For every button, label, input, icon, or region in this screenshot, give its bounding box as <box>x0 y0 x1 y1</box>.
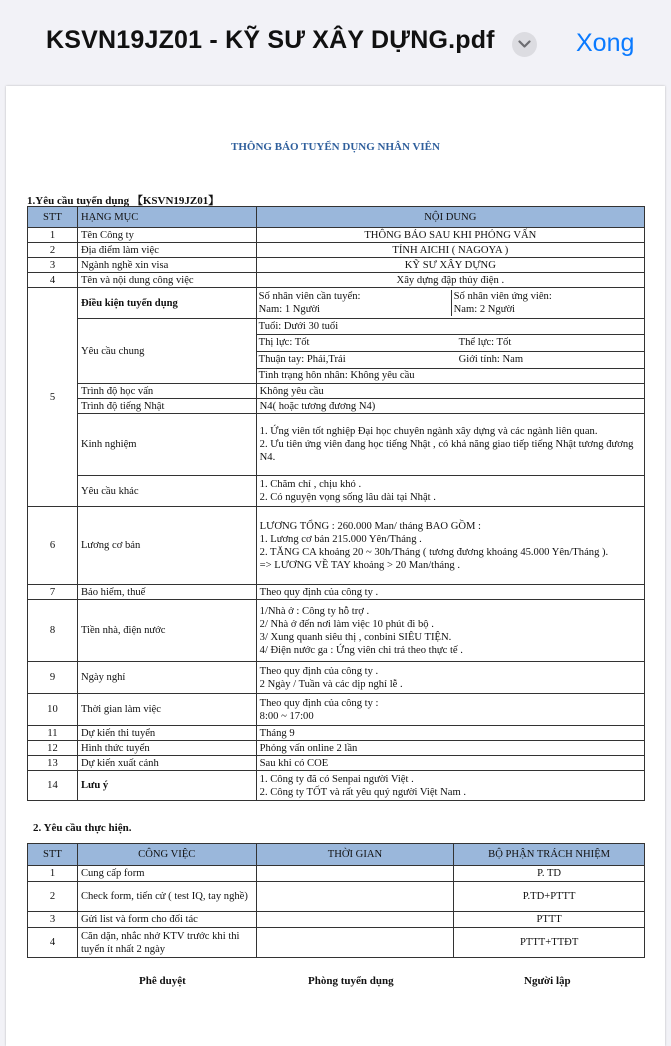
col-time: THỜI GIAN <box>256 844 454 866</box>
row-item: Thời gian làm việc <box>77 694 256 726</box>
row-work: Gửi list và form cho đối tác <box>77 912 256 928</box>
row-content <box>256 771 644 801</box>
salary-line-4: => LƯƠNG VỀ TAY khoảng > 20 Man/tháng . <box>259 559 461 571</box>
table-row <box>28 741 645 756</box>
row-content: KỸ SƯ XÂY DỰNG <box>256 258 644 273</box>
row-stt: 2 <box>28 882 78 912</box>
signature-approve: Phê duyệt <box>139 975 186 987</box>
row-stt: 4 <box>28 928 78 958</box>
row-item: Dự kiến xuất cảnh <box>77 756 256 771</box>
row-time <box>256 866 454 882</box>
col-stt: STT <box>28 207 78 228</box>
general-subtable <box>257 319 644 383</box>
row-content <box>256 600 644 662</box>
table-row <box>28 600 645 662</box>
headcount-subtable <box>257 290 644 316</box>
tasks-table <box>27 843 645 958</box>
row-content: Tháng 9 <box>256 726 644 741</box>
salary-line-3: 2. TĂNG CA khoảng 20 ~ 30h/Tháng ( tương đương khoảng 45.000 Yên/Tháng ). <box>259 546 609 558</box>
handedness-requirement: Thuận tay: Phải,Trái <box>257 351 457 368</box>
col-content: NỘI DUNG <box>256 207 644 228</box>
row-content <box>256 414 644 476</box>
salary-line-1: LƯƠNG TỔNG : 260.000 Man/ tháng BAO GỒM : <box>259 520 482 532</box>
row-time <box>256 912 454 928</box>
row-content: Phỏng vấn online 2 lần <box>256 741 644 756</box>
row-stt: 11 <box>28 726 78 741</box>
row-stt: 5 <box>28 288 78 507</box>
headcount-need-label: Số nhân viên cần tuyển: <box>258 291 361 302</box>
experience-line-1: 1. Ứng viên tốt nghiệp Đại học chuyên ngành xây dựng và các ngành liên quan. <box>259 426 598 437</box>
table-row <box>28 399 645 414</box>
table-row <box>28 756 645 771</box>
table-row <box>28 414 645 476</box>
headcount-need-value: Nam: 1 Người <box>258 304 321 315</box>
table-row <box>28 476 645 507</box>
row-stt: 6 <box>28 507 78 585</box>
headcount-need <box>257 290 452 316</box>
row-dept: PTTT <box>454 912 645 928</box>
eyesight-requirement: Thị lực: Tốt <box>257 334 457 351</box>
fitness-requirement: Thể lực: Tốt <box>457 334 644 351</box>
row-item: Ngày nghỉ <box>77 662 256 694</box>
table-row <box>28 771 645 801</box>
row-work: Check form, tiến cử ( test IQ, tay nghề) <box>77 882 256 912</box>
table-row <box>28 384 645 399</box>
table-header-row <box>28 207 645 228</box>
housing-line-3: 3/ Xung quanh siêu thị , conbini SIÊU TIỆN. <box>259 631 452 643</box>
row-item: Tên và nội dung công việc <box>77 273 256 288</box>
holiday-line-2: 2 Ngày / Tuần và các dịp nghỉ lễ . <box>259 678 403 690</box>
row-stt: 14 <box>28 771 78 801</box>
row-content <box>256 662 644 694</box>
document-title: THÔNG BÁO TUYỂN DỤNG NHÂN VIÊN <box>231 141 440 153</box>
row-stt: 1 <box>28 866 78 882</box>
row-stt: 10 <box>28 694 78 726</box>
signature-maker: Người lập <box>524 975 571 987</box>
table-row <box>28 243 645 258</box>
row-dept: PTTT+TTĐT <box>454 928 645 958</box>
table-row <box>28 694 645 726</box>
table-row <box>28 273 645 288</box>
table-row <box>28 507 645 585</box>
section-1-title: 1.Yêu cầu tuyển dụng 【KSVN19JZ01】 <box>27 195 220 207</box>
row-item: Lưu ý <box>77 771 256 801</box>
row-item: Tên Công ty <box>77 228 256 243</box>
age-requirement: Tuổi: Dưới 30 tuổi <box>257 319 644 334</box>
housing-line-4: 4/ Điện nước ga : Ứng viên chi trả theo thực tế . <box>259 644 463 656</box>
row-content <box>256 507 644 585</box>
housing-line-2: 2/ Nhà ở đến nơi làm việc 10 phút đi bộ . <box>259 618 434 630</box>
table-row <box>28 258 645 273</box>
requirements-table <box>27 206 645 801</box>
row-content <box>256 288 644 319</box>
row-item: Tiền nhà, điện nước <box>77 600 256 662</box>
file-title[interactable]: KSVN19JZ01 - KỸ SƯ XÂY DỰNG.pdf <box>46 26 495 54</box>
row-stt: 8 <box>28 600 78 662</box>
row-item: Địa điểm làm việc <box>77 243 256 258</box>
note-line-1: 1. Công ty đã có Senpai người Việt . <box>259 773 414 785</box>
table-row <box>28 912 645 928</box>
gender-requirement: Giới tính: Nam <box>457 351 644 368</box>
section-2-title: 2. Yêu cầu thực hiện. <box>33 822 132 834</box>
col-dept: BỘ PHẬN TRÁCH NHIỆM <box>454 844 645 866</box>
row-item: Bảo hiểm, thuế <box>77 585 256 600</box>
row-item: Dự kiến thi tuyển <box>77 726 256 741</box>
headcount-applicants-value: Nam: 2 Người <box>453 304 516 315</box>
row-content: Sau khi có COE <box>256 756 644 771</box>
row-dept: P.TD+PTTT <box>454 882 645 912</box>
hours-line-2: 8:00 ~ 17:00 <box>259 710 314 722</box>
row-content: Xây dựng đập thủy điện . <box>256 273 644 288</box>
holiday-line-1: Theo quy định của công ty . <box>259 665 379 677</box>
col-work: CÔNG VIỆC <box>77 844 256 866</box>
signature-recruitment: Phòng tuyển dụng <box>308 975 394 987</box>
row-item: Ngành nghề xin visa <box>77 258 256 273</box>
row-content: N4( hoặc tương đương N4) <box>256 399 644 414</box>
row-item: Lương cơ bản <box>77 507 256 585</box>
marital-requirement: Tình trạng hôn nhân: Không yêu cầu <box>258 370 415 382</box>
row-work: Cung cấp form <box>77 866 256 882</box>
table-row <box>28 319 645 384</box>
done-button[interactable]: Xong <box>576 29 635 57</box>
row-stt: 9 <box>28 662 78 694</box>
row-item: Kinh nghiệm <box>77 414 256 476</box>
headcount-applicants-label: Số nhân viên ứng viên: <box>453 291 552 302</box>
row-stt: 3 <box>28 912 78 928</box>
row-stt: 12 <box>28 741 78 756</box>
row-dept: P. TD <box>454 866 645 882</box>
table-row <box>28 228 645 243</box>
table-row <box>28 662 645 694</box>
headcount-applicants <box>451 290 644 316</box>
row-item: Trình độ học vấn <box>77 384 256 399</box>
row-item: Hình thức tuyển <box>77 741 256 756</box>
row-item: Yêu cầu khác <box>77 476 256 507</box>
salary-line-2: 1. Lương cơ bản 215.000 Yên/Tháng . <box>259 533 422 545</box>
row-content: TỈNH AICHI ( NAGOYA ) <box>256 243 644 258</box>
row-content <box>256 476 644 507</box>
housing-line-1: 1/Nhà ở : Công ty hỗ trợ . <box>259 605 370 617</box>
table-row <box>28 726 645 741</box>
table-row <box>28 928 645 958</box>
row-content: THÔNG BÁO SAU KHI PHỎNG VẤN <box>256 228 644 243</box>
note-line-2: 2. Công ty TỐT và rất yêu quý người Việt Nam . <box>259 786 467 798</box>
table-header-row <box>28 844 645 866</box>
table-row <box>28 882 645 912</box>
row-work: Căn dặn, nhắc nhở KTV trước khi thi tuyển ít nhất 2 ngày <box>77 928 256 958</box>
table-row <box>28 585 645 600</box>
other-line-2: 2. Có nguyện vọng sống lâu dài tại Nhật . <box>259 492 436 503</box>
experience-line-2: 2. Ưu tiên ứng viên đang học tiếng Nhật , có khả năng giao tiếp tiếng Nhật tương đương N4. <box>259 439 634 463</box>
row-item: Điều kiện tuyển dụng <box>77 288 256 319</box>
row-stt: 7 <box>28 585 78 600</box>
table-row <box>28 866 645 882</box>
col-item: HẠNG MỤC <box>77 207 256 228</box>
table-row <box>28 288 645 319</box>
row-time <box>256 882 454 912</box>
row-item: Yêu cầu chung <box>77 319 256 384</box>
row-stt: 3 <box>28 258 78 273</box>
row-time <box>256 928 454 958</box>
other-line-1: 1. Chăm chỉ , chịu khó . <box>259 479 362 490</box>
row-stt: 13 <box>28 756 78 771</box>
row-stt: 1 <box>28 228 78 243</box>
row-content <box>256 694 644 726</box>
row-item: Trình độ tiếng Nhật <box>77 399 256 414</box>
row-stt: 2 <box>28 243 78 258</box>
row-content: Theo quy định của công ty . <box>256 585 644 600</box>
hours-line-1: Theo quy định của công ty : <box>259 697 379 709</box>
row-stt: 4 <box>28 273 78 288</box>
row-content <box>256 319 644 384</box>
row-content: Không yêu cầu <box>256 384 644 399</box>
col-stt: STT <box>28 844 78 866</box>
